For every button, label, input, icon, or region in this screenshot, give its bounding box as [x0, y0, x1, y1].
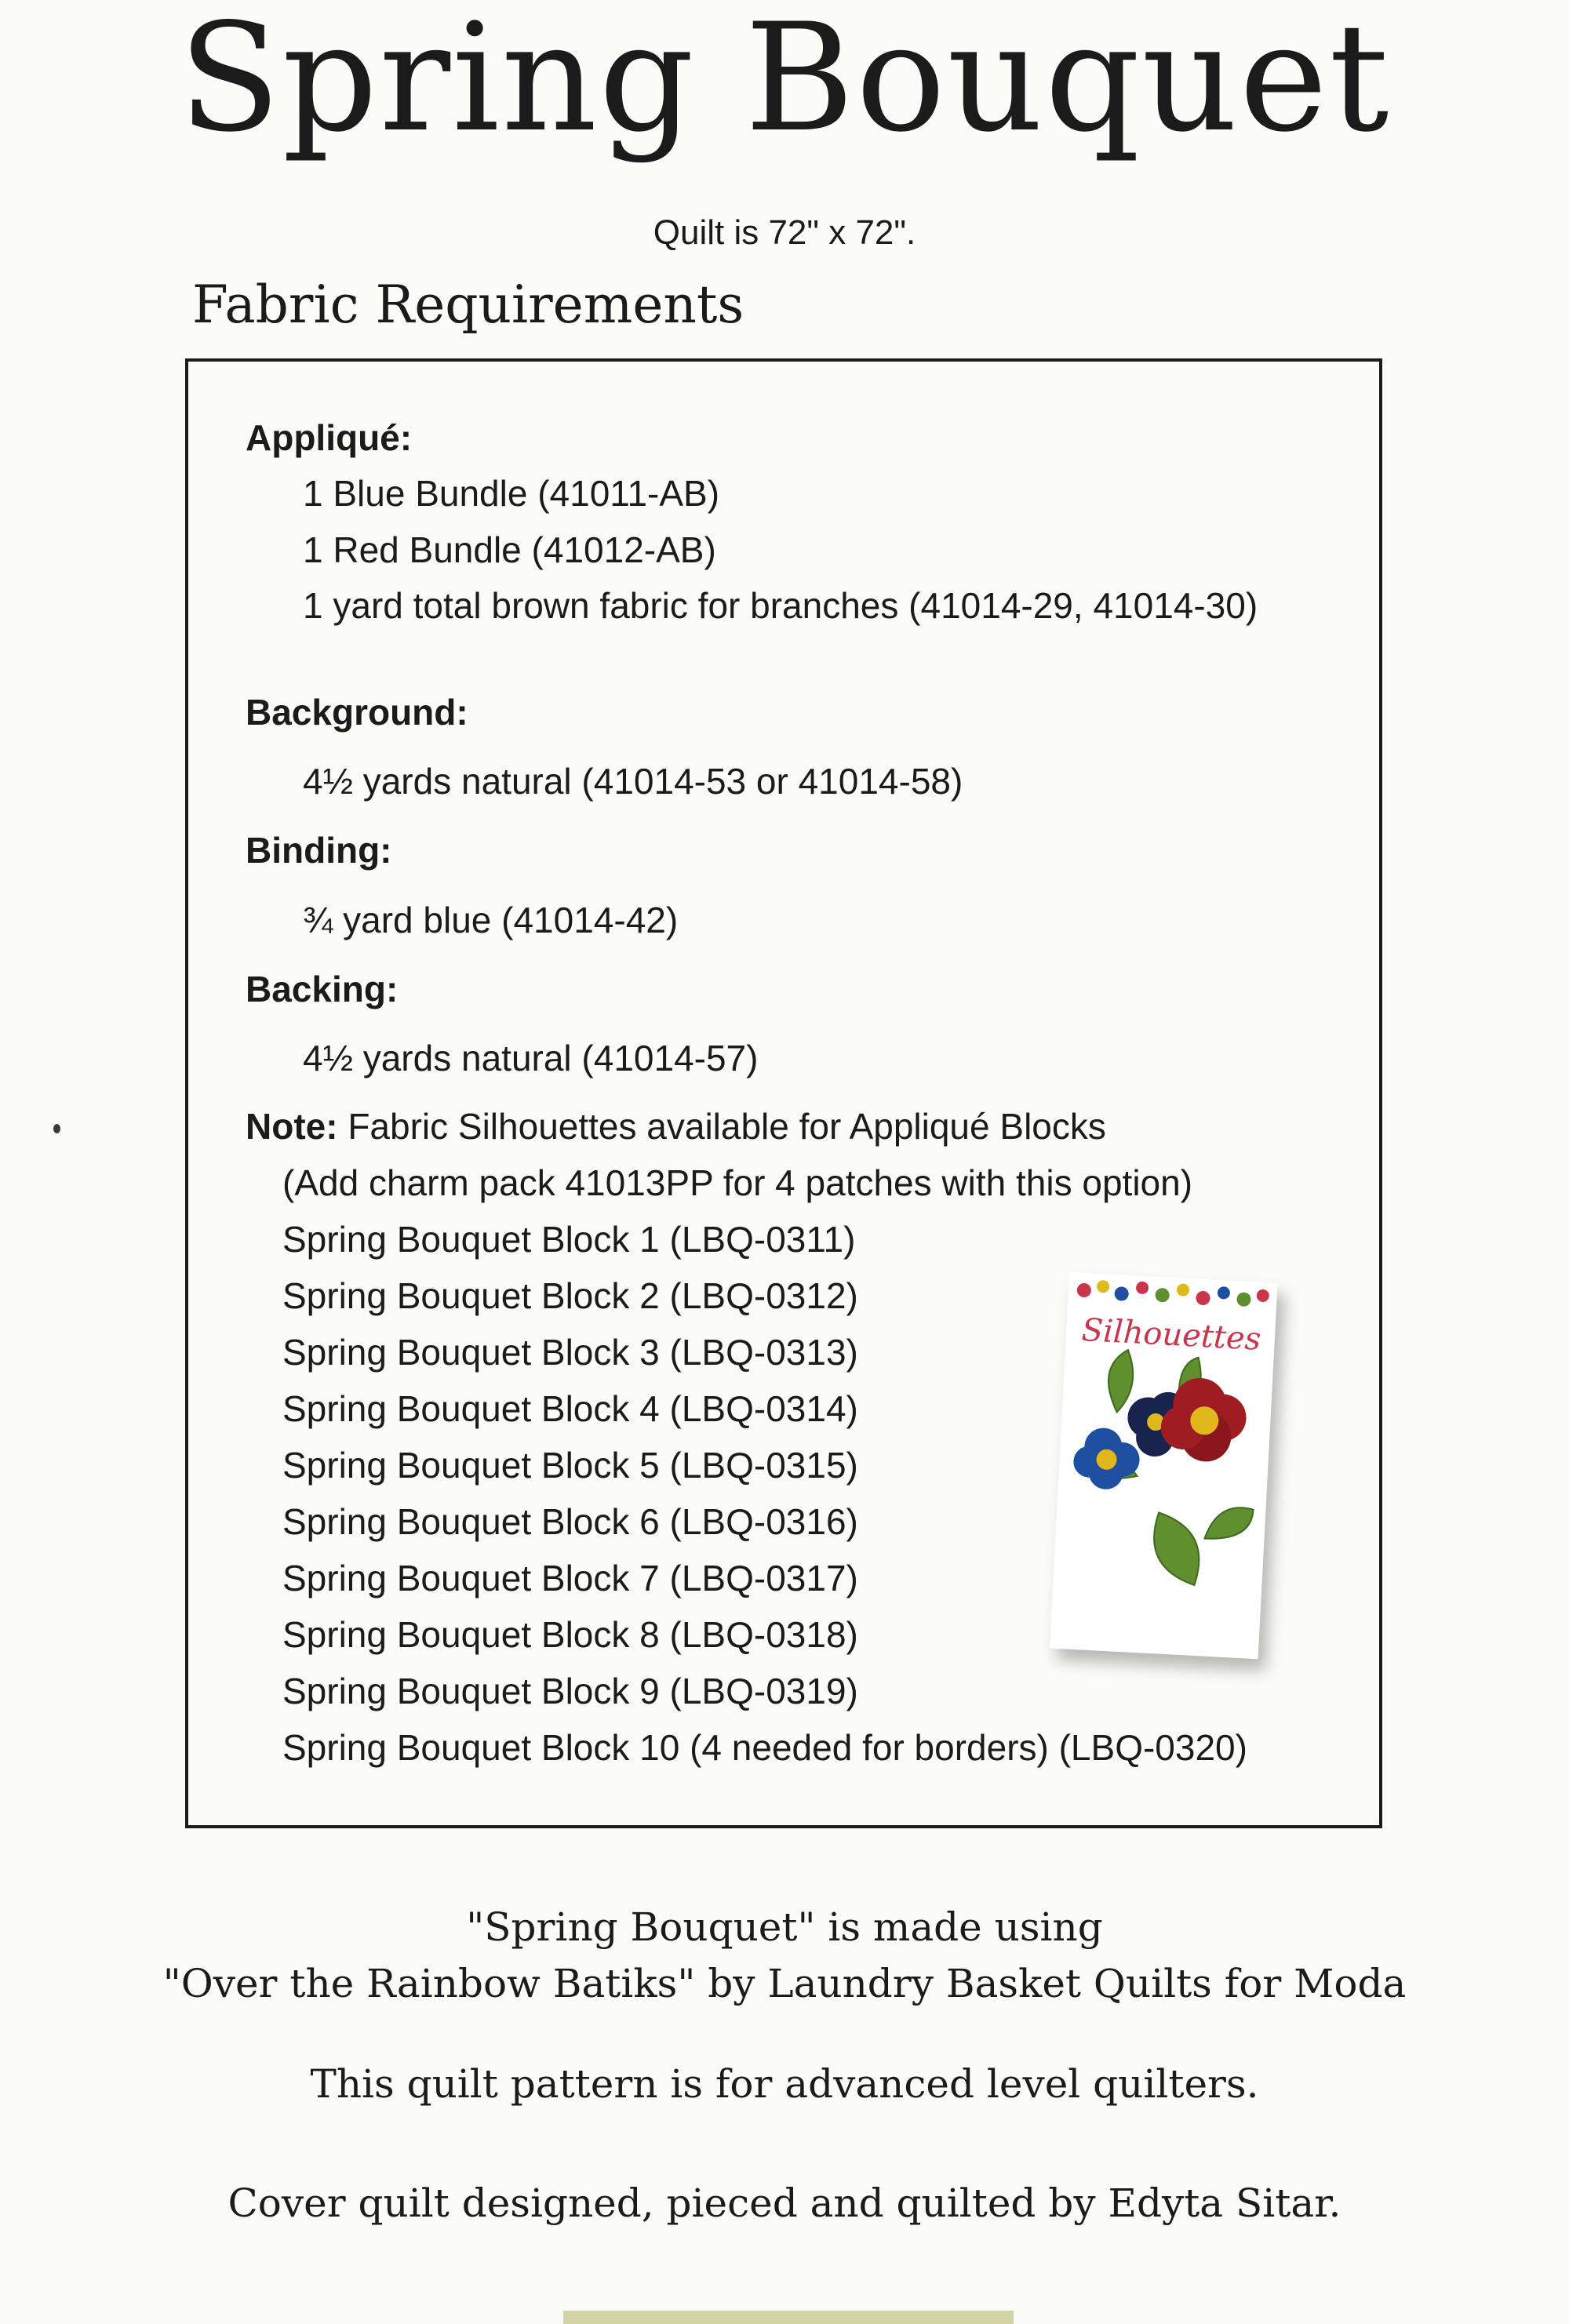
block-item: Spring Bouquet Block 3 (LBQ-0313) [282, 1332, 858, 1373]
designer-credit: Cover quilt designed, pieced and quilted by Edyta Sitar. [228, 2180, 1341, 2226]
page-title: Spring Bouquet [178, 0, 1391, 165]
applique-item: 1 Red Bundle (41012-AB) [303, 529, 716, 570]
quilt-size: Quilt is 72" x 72". [653, 213, 916, 252]
note-subtext: (Add charm pack 41013PP for 4 patches with this option) [282, 1162, 1193, 1203]
blue-flower [1072, 1427, 1141, 1491]
silhouettes-logo: Silhouettes [1080, 1311, 1262, 1358]
fabric-line-credit: "Spring Bouquet" is made using [466, 1904, 1103, 1950]
block-item: Spring Bouquet Block 4 (LBQ-0314) [282, 1388, 858, 1429]
background-item: 4½ yards natural (41014-53 or 41014-58) [303, 761, 963, 802]
block-item: Spring Bouquet Block 1 (LBQ-0311) [282, 1219, 856, 1260]
applique-heading: Appliqué: [246, 417, 413, 458]
bottom-color-strip [563, 2311, 1014, 2324]
block-item: Spring Bouquet Block 8 (LBQ-0318) [282, 1614, 858, 1655]
backing-heading: Backing: [246, 969, 399, 1009]
note-text: Fabric Silhouettes available for Appliqué Blocks [337, 1106, 1106, 1147]
block-item: Spring Bouquet Block 7 (LBQ-0317) [282, 1558, 858, 1598]
red-flower [1159, 1376, 1248, 1464]
applique-item: 1 yard total brown fabric for branches (41014-29, 41014-30) [303, 585, 1258, 626]
background-heading: Background: [246, 692, 468, 733]
note-label: Note: [246, 1106, 338, 1147]
fabric-line-credit: "Over the Rainbow Batiks" by Laundry Basket Quilts for Moda [162, 1961, 1407, 2006]
backing-item: 4½ yards natural (41014-57) [303, 1038, 759, 1078]
block-item: Spring Bouquet Block 2 (LBQ-0312) [282, 1275, 858, 1316]
print-speck [53, 1124, 60, 1133]
skill-level-note: This quilt pattern is for advanced level quilters. [310, 2061, 1259, 2107]
section-heading: Fabric Requirements [192, 275, 744, 335]
block-item: Spring Bouquet Block 10 (4 needed for borders) (LBQ-0320) [282, 1727, 1247, 1768]
binding-item: ¾ yard blue (41014-42) [303, 900, 679, 940]
applique-item: 1 Blue Bundle (41011-AB) [303, 473, 720, 514]
note-line [246, 1107, 1106, 1147]
block-item: Spring Bouquet Block 9 (LBQ-0319) [282, 1671, 858, 1711]
silhouettes-product-image [1050, 1272, 1278, 1659]
block-item: Spring Bouquet Block 6 (LBQ-0316) [282, 1501, 858, 1542]
block-item: Spring Bouquet Block 5 (LBQ-0315) [282, 1445, 858, 1486]
binding-heading: Binding: [246, 830, 392, 871]
floral-border [1076, 1278, 1269, 1309]
